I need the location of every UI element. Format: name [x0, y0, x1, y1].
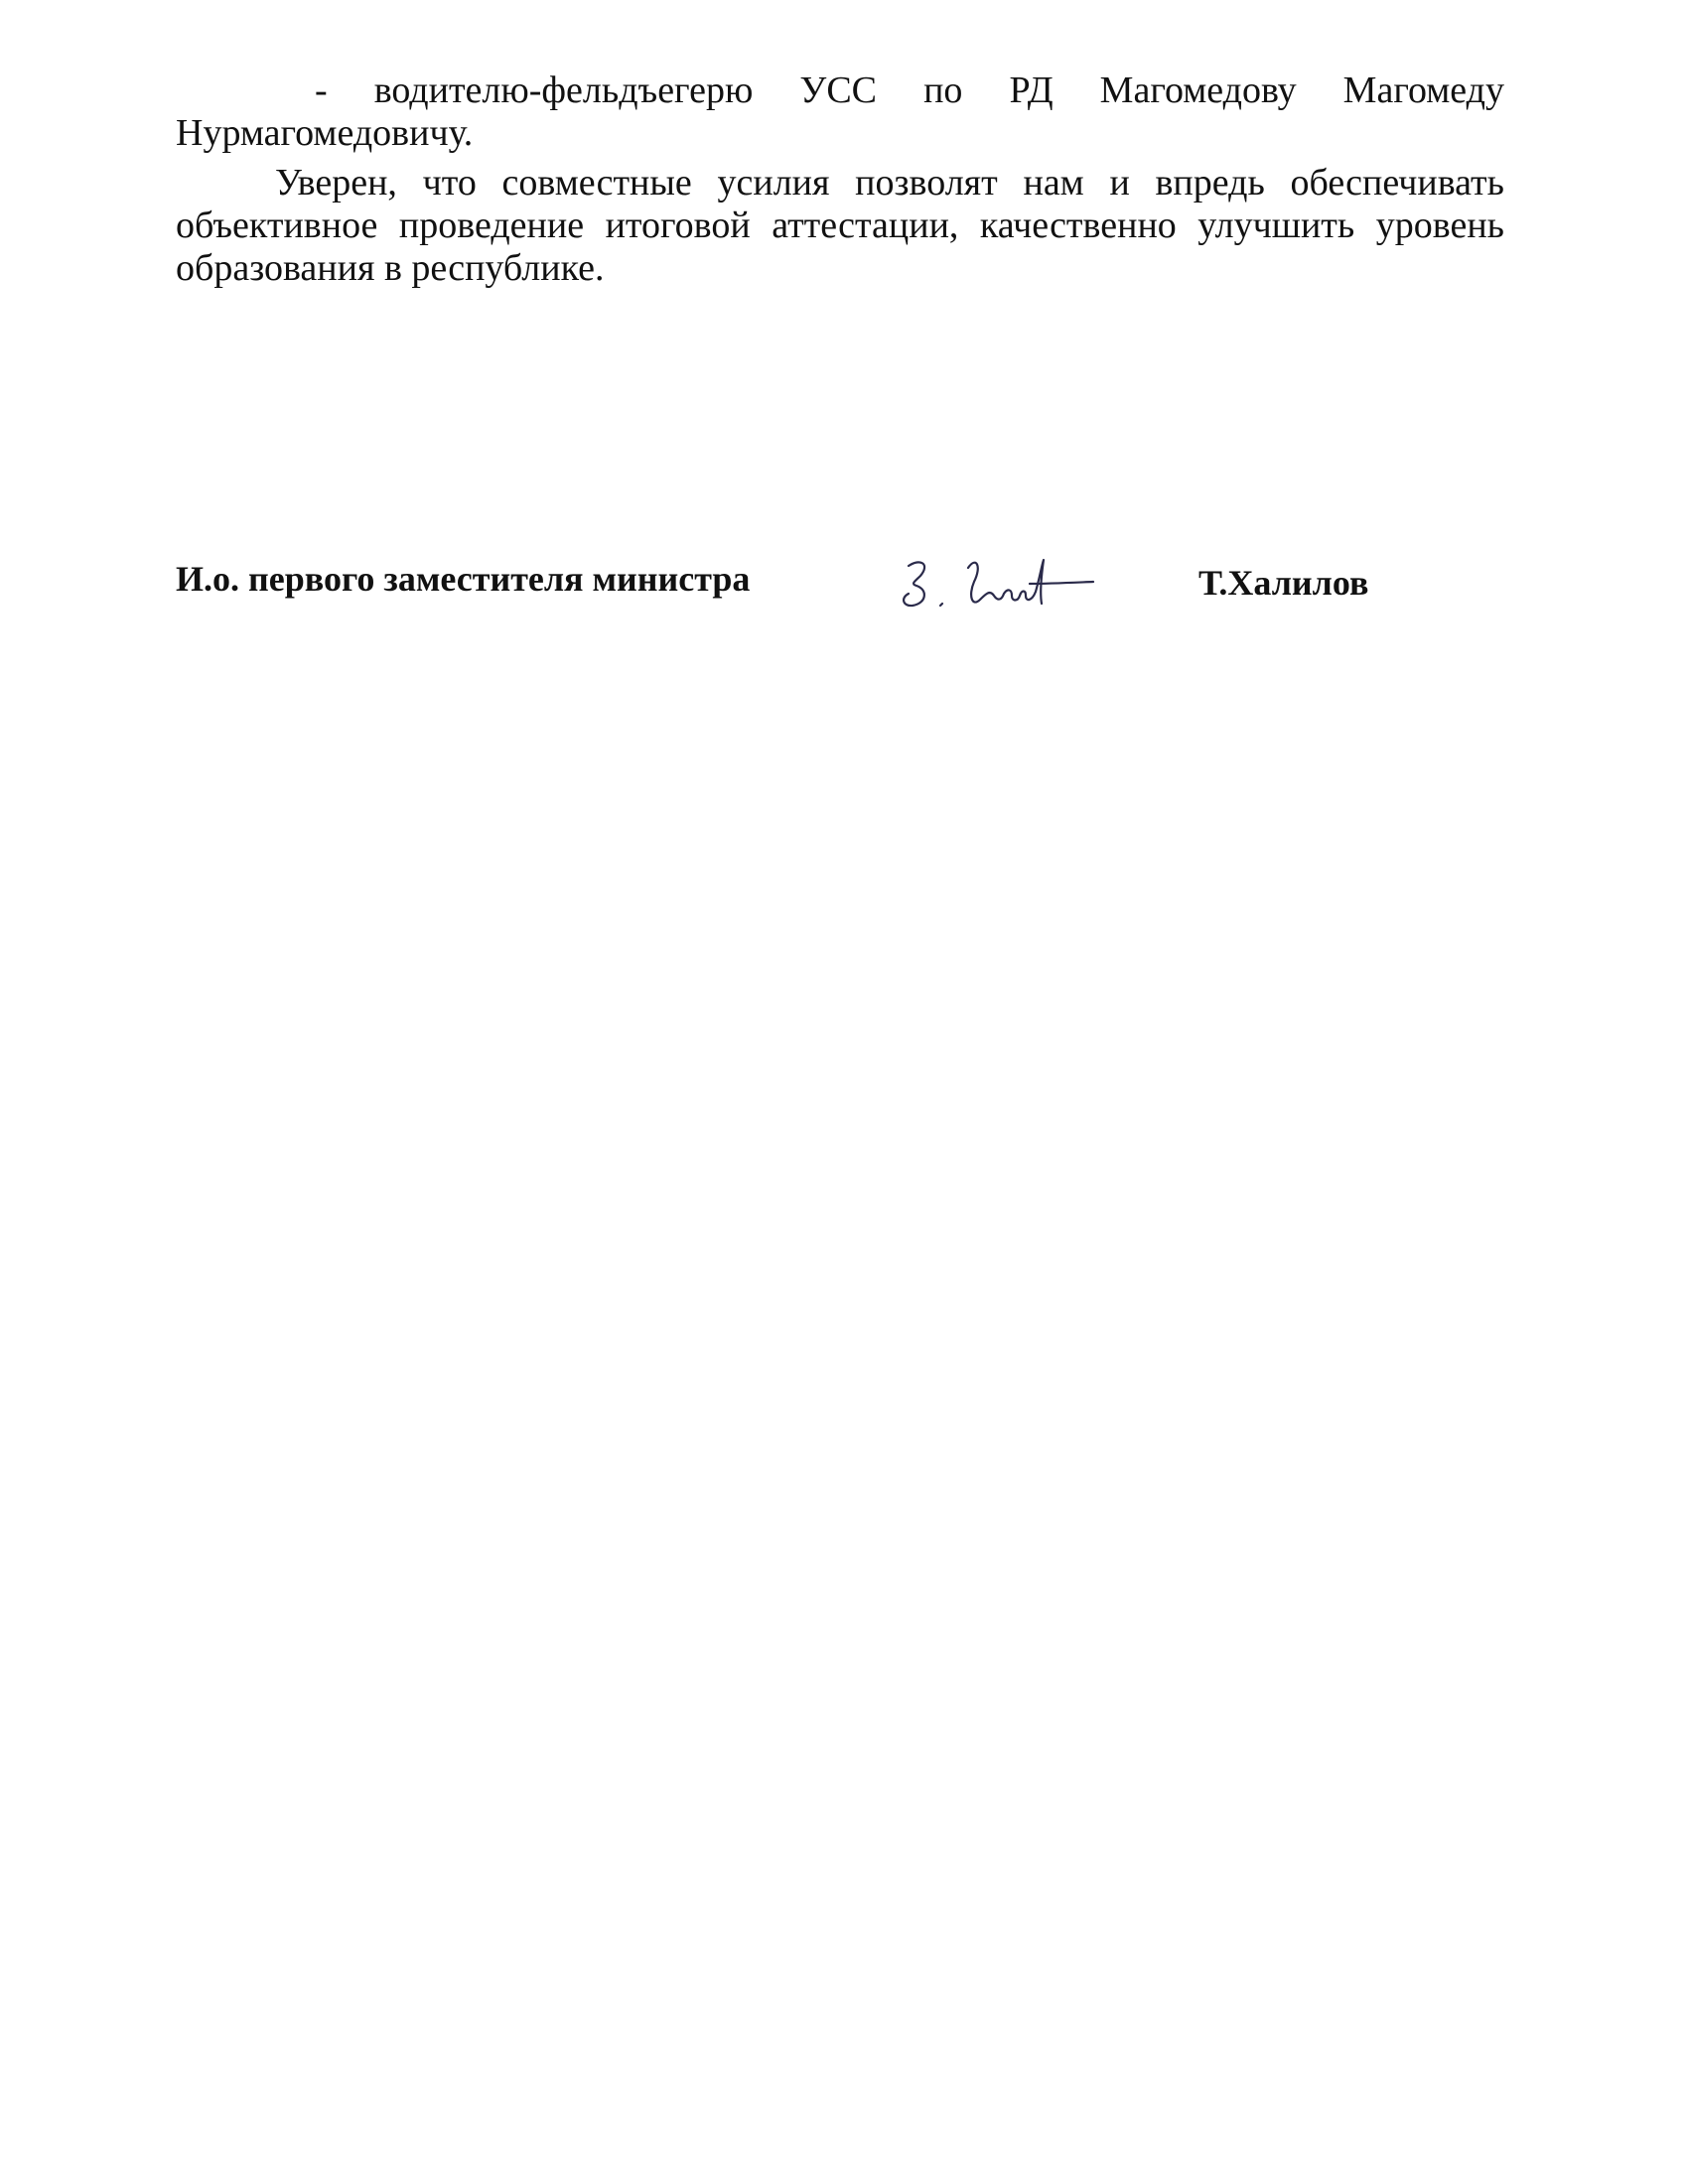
- text-line: образования в республике.: [176, 247, 605, 289]
- signatory-position: И.о. первого заместителя министра: [176, 559, 751, 599]
- paragraph-recipient: [176, 69, 1504, 155]
- text-line: - водителю-фельдъегерю УСС по РД Магомедову Магомеду: [315, 69, 1504, 111]
- text-line: объективное проведение итоговой аттестации, качественно улучшить уровень: [176, 205, 1504, 246]
- handwritten-signature: [881, 538, 1109, 617]
- signatory-name: Т.Халилов: [1198, 563, 1369, 603]
- signature-block: [176, 558, 1504, 637]
- paragraph-closing: [176, 162, 1504, 290]
- text-line: Нурмагомедовичу.: [176, 112, 474, 154]
- text-line: Уверен, что совместные усилия позволят нам и впредь обеспечивать: [275, 162, 1504, 204]
